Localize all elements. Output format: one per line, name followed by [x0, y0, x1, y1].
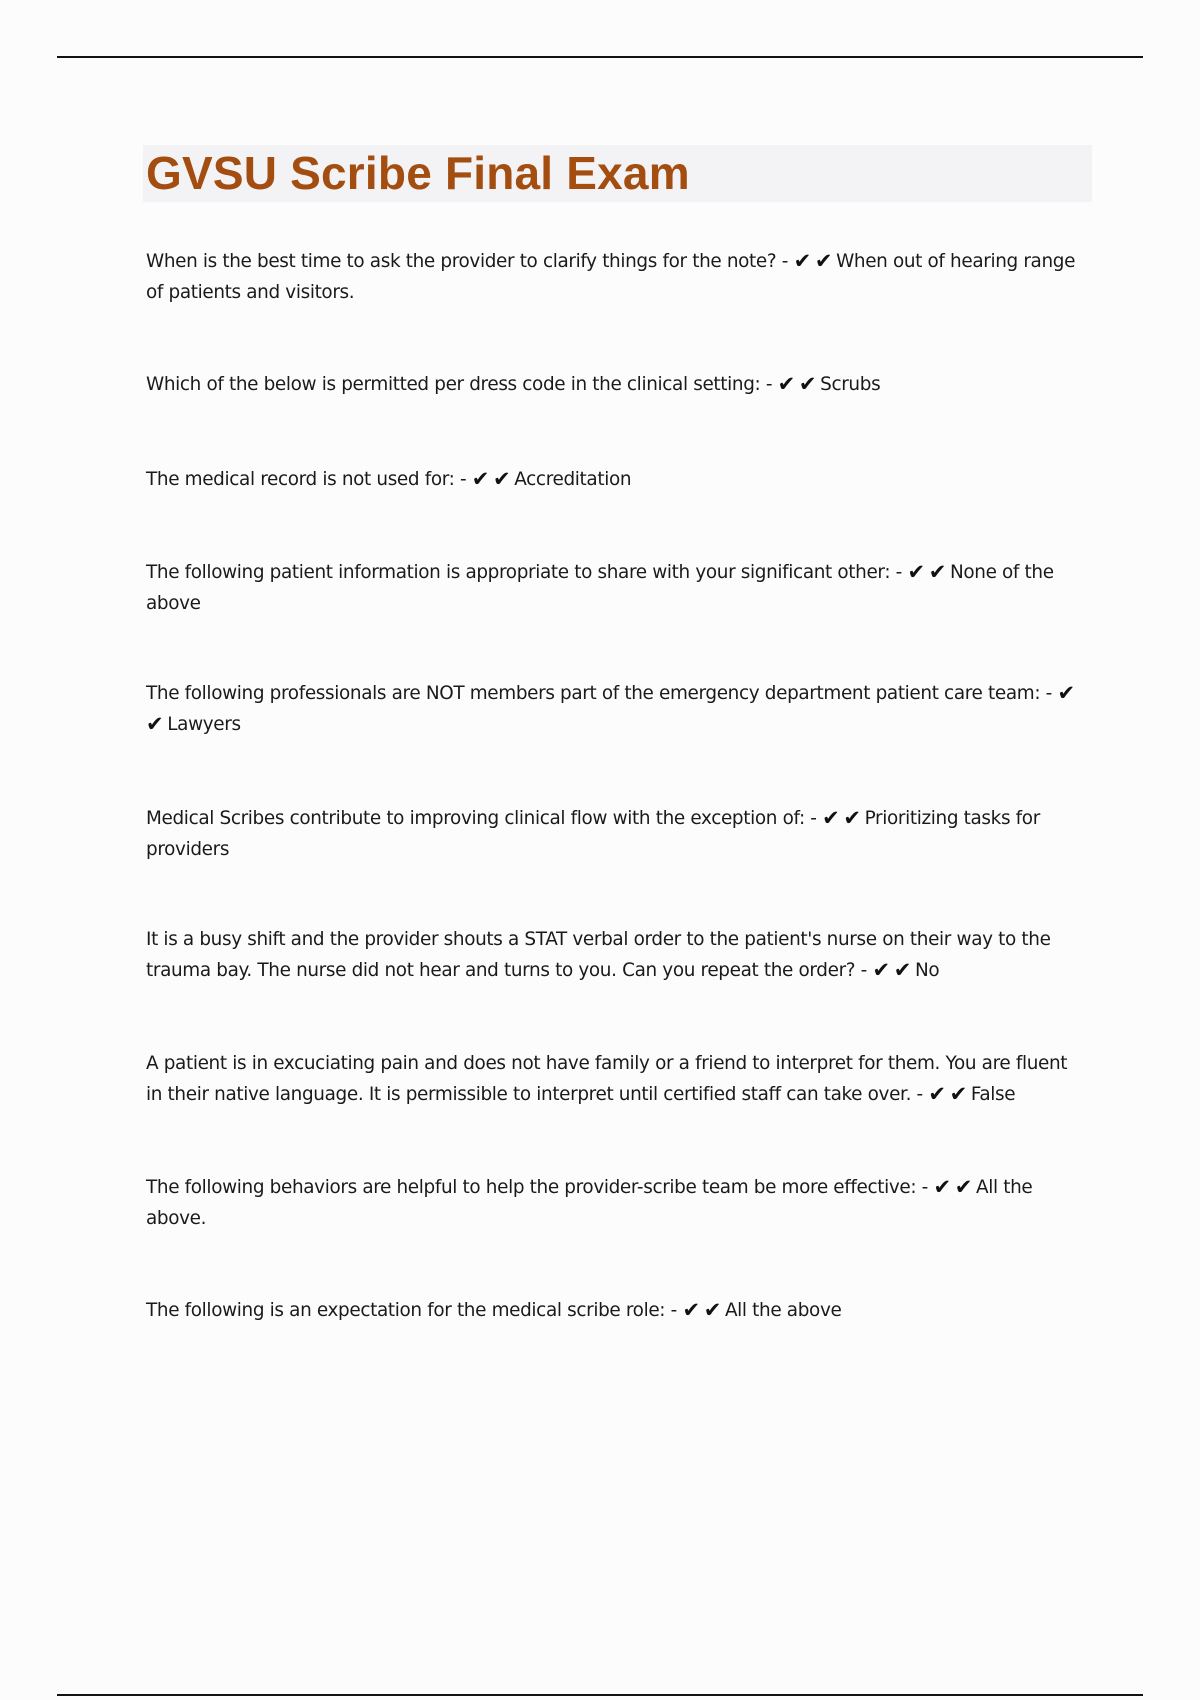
check-mark-icon: ✔	[928, 560, 946, 584]
answer-text: False	[970, 1084, 1016, 1105]
check-mark-icon: ✔	[907, 560, 925, 584]
qa-item-9	[146, 1172, 1086, 1234]
check-mark-icon: ✔	[493, 467, 511, 491]
question-text: The following patient information is appropriate to share with your significant other: -	[146, 562, 908, 583]
qa-item-7	[146, 924, 1086, 986]
check-mark-icon: ✔	[949, 1082, 967, 1106]
question-text: The following professionals are NOT members part of the emergency department patient care team: -	[146, 683, 1058, 704]
question-text: The medical record is not used for: -	[146, 469, 472, 490]
question-text: The following behaviors are helpful to help the provider-scribe team be more effective: -	[146, 1177, 934, 1198]
qa-item-1	[146, 246, 1086, 308]
question-text: A patient is in excuciating pain and does not have family or a friend to interpret for them. You are fluent in their native language. It is permissible to interpret until certified staff can take over. -	[146, 1053, 1068, 1105]
question-text: The following is an expectation for the medical scribe role: -	[146, 1300, 683, 1321]
question-text: Which of the below is permitted per dress code in the clinical setting: -	[146, 374, 778, 395]
answer-text: None of the above	[146, 562, 1054, 614]
qa-item-3	[146, 464, 1086, 495]
question-text: When is the best time to ask the provider to clarify things for the note? -	[146, 251, 794, 272]
check-mark-icon: ✔	[814, 249, 833, 273]
answer-text: Prioritizing tasks for providers	[146, 808, 1040, 860]
check-mark-icon: ✔	[928, 1082, 946, 1106]
check-mark-icon: ✔	[893, 958, 911, 982]
check-mark-icon: ✔	[954, 1175, 972, 1199]
header-rule	[57, 56, 1143, 58]
check-mark-icon: ✔	[682, 1298, 700, 1322]
footer-rule	[57, 1694, 1143, 1696]
qa-item-6	[146, 803, 1086, 865]
answer-text: When out of hearing range of patients and visitors.	[146, 251, 1076, 303]
answer-text: Scrubs	[820, 374, 881, 395]
answer-text: Accreditation	[514, 469, 632, 490]
qa-item-2	[146, 369, 1086, 400]
document-title: GVSU Scribe Final Exam	[146, 147, 690, 199]
check-mark-icon: ✔	[872, 958, 890, 982]
qa-item-4	[146, 557, 1086, 619]
qa-item-8	[146, 1048, 1086, 1110]
answer-text: Lawyers	[167, 714, 241, 735]
qa-item-5	[146, 678, 1086, 740]
check-mark-icon: ✔	[933, 1175, 951, 1199]
question-text: Medical Scribes contribute to improving clinical flow with the exception of: -	[146, 808, 823, 829]
check-mark-icon: ✔	[822, 806, 840, 830]
check-mark-icon: ✔	[793, 249, 811, 273]
check-mark-icon: ✔	[843, 806, 861, 830]
check-mark-icon: ✔	[471, 467, 490, 491]
check-mark-icon: ✔	[703, 1298, 721, 1322]
qa-item-10	[146, 1295, 1086, 1326]
answer-text: No	[914, 960, 940, 981]
question-text: It is a busy shift and the provider shouts a STAT verbal order to the patient's nurse on their way to the trauma bay. The nurse did not hear and turns to you. Can you repeat the order? -	[146, 929, 1051, 981]
check-mark-icon: ✔	[777, 372, 795, 396]
check-mark-icon: ✔	[146, 712, 164, 736]
answer-text: All the above.	[146, 1177, 1033, 1229]
answer-text: All the above	[724, 1300, 842, 1321]
check-mark-icon: ✔	[798, 372, 817, 396]
check-mark-icon: ✔	[1057, 681, 1075, 705]
